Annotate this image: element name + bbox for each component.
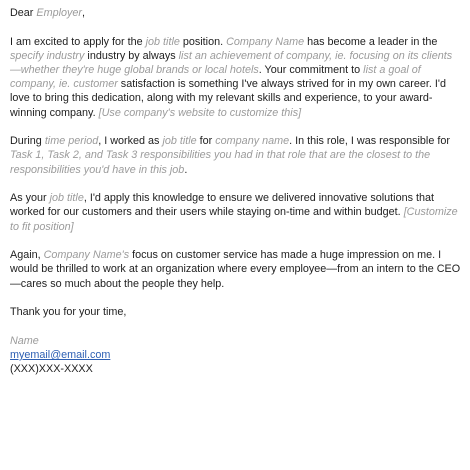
employer-placeholder: Employer	[36, 7, 83, 19]
goal-placeholder: list a goal of company, ie. customer	[10, 64, 421, 91]
paragraph-application	[10, 191, 462, 234]
text: . Your commitment to	[258, 64, 364, 76]
job-title-placeholder: job title	[49, 192, 84, 205]
tasks-placeholder: Task 1, Task 2, and Task 3 responsibilities you had in that role that are the closest to the responsibilities you'd have in this job	[10, 149, 431, 176]
paragraph-experience	[10, 134, 462, 177]
text: industry by always	[84, 49, 179, 62]
email-link[interactable]: myemail@email.com	[10, 349, 111, 361]
text: focus on customer service has made a huge impression on me. I would be thrilled to work at an organization where every employee—from an intern to the CEO—cares so much about the people they help.	[10, 249, 461, 290]
text: , I worked as	[98, 135, 163, 148]
achievement-placeholder: list an achievement of company, ie. focusing on its clients—whether they're huge global brands or local hotels	[10, 49, 453, 76]
company-name-placeholder: Company Name	[226, 35, 305, 48]
job-title-placeholder: job title	[162, 135, 197, 148]
signature-name: Name	[10, 334, 39, 347]
text: During	[10, 135, 45, 148]
greeting-suffix: ,	[82, 7, 86, 19]
text: I am excited to apply for the	[10, 35, 146, 48]
text: for	[196, 135, 216, 148]
text: Again,	[10, 249, 44, 262]
text: has become a leader in the	[304, 35, 438, 48]
cover-letter	[10, 6, 462, 376]
signature-block	[10, 334, 462, 377]
customize-note: [Customize to fit position]	[10, 206, 458, 233]
text: .	[184, 163, 188, 176]
text: . In this role, I was responsible for	[289, 135, 450, 148]
customize-note: [Use company's website to customize this]	[98, 106, 302, 119]
paragraph-focus	[10, 248, 462, 291]
industry-placeholder: specify industry	[10, 49, 85, 62]
closing: Thank you for your time,	[10, 306, 127, 319]
text: position.	[179, 35, 227, 48]
job-title-placeholder: job title	[145, 35, 180, 48]
text: satisfaction is something I've always strived for in my own career. I'd love to bring this dedication, along with my relevant skills and experience, to your award-winning company.	[10, 78, 446, 119]
phone-number: (XXX)XXX-XXXX	[10, 363, 93, 376]
paragraph-intro	[10, 35, 462, 120]
company-name-placeholder: Company Name's	[43, 249, 130, 262]
time-period-placeholder: time period	[44, 135, 99, 148]
greeting	[10, 6, 462, 20]
company-name-placeholder: company name	[215, 135, 290, 148]
text: , I'd apply this knowledge to ensure we delivered innovative solutions that worked for our customers and their users while staying on-time and within budget.	[10, 192, 434, 219]
text: As your	[10, 192, 50, 205]
greeting-prefix: Dear	[10, 7, 37, 19]
